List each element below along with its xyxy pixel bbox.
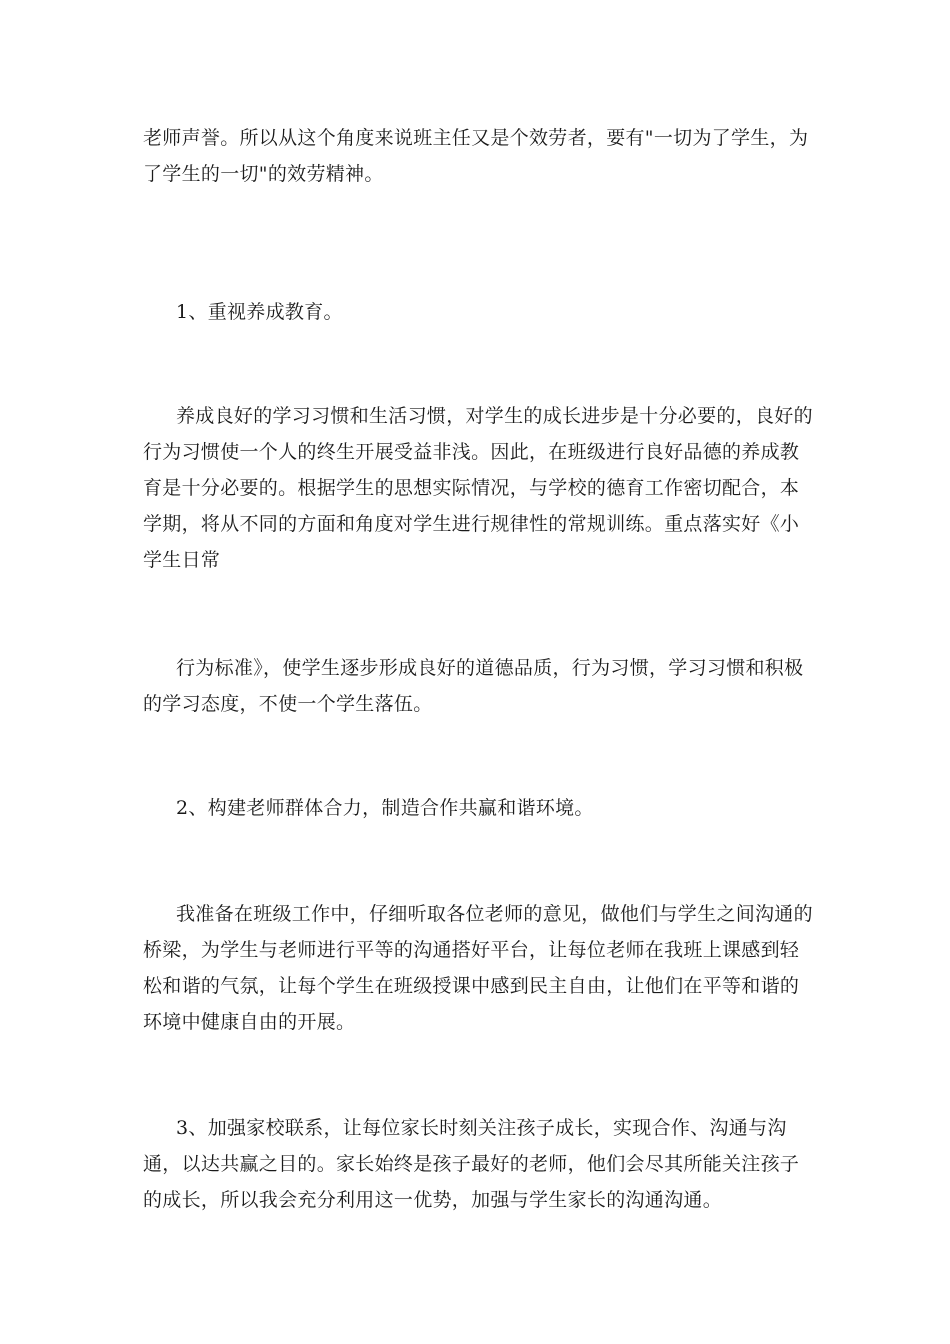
section-heading-2: 2、构建老师群体合力，制造合作共赢和谐环境。 [176, 797, 594, 819]
paragraph-habit-education-continued: 行为标准》，使学生逐步形成良好的道德品质，行为习惯，学习习惯和积极的学习态度，不使一个学生落伍。 [143, 657, 804, 715]
paragraph-continuation: 老师声誉。所以从这个角度来说班主任又是个效劳者，要有"一切为了学生，为了学生的一切"的效劳精神。 [143, 127, 809, 185]
section-heading-1: 1、重视养成教育。 [176, 301, 343, 323]
paragraph-teacher-cooperation: 我准备在班级工作中，仔细听取各位老师的意见，做他们与学生之间沟通的桥梁，为学生与老师进行平等的沟通搭好平台，让每位老师在我班上课感到轻松和谐的气氛，让每个学生在班级授课中感到民主自由，让他们在平等和谐的环境中健康自由的开展。 [143, 903, 813, 1033]
paragraph-habit-education: 养成良好的学习习惯和生活习惯，对学生的成长进步是十分必要的，良好的行为习惯使一个人的终生开展受益非浅。因此，在班级进行良好品德的养成教育是十分必要的。根据学生的思想实际情况，与学校的德育工作密切配合，本学期，将从不同的方面和角度对学生进行规律性的常规训练。重点落实好《小学生日常 [143, 405, 813, 571]
section-heading-3-paragraph: 3、加强家校联系，让每位家长时刻关注孩子成长，实现合作、沟通与沟通，以达共赢之目的。家长始终是孩子最好的老师，他们会尽其所能关注孩子的成长，所以我会充分利用这一优势，加强与学生家长的沟通沟通。 [143, 1117, 800, 1211]
